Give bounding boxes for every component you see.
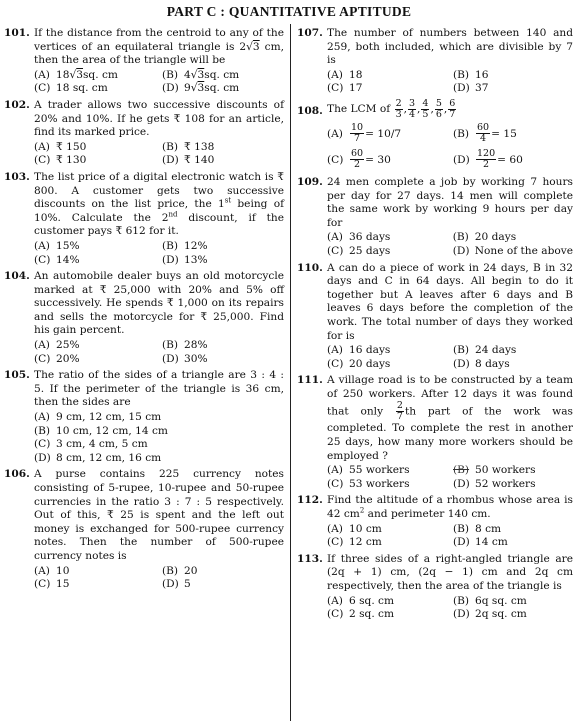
- option-d: (D) $\frac{120}{2}$ = 60: [453, 148, 523, 171]
- option-c: (C) 2 sq. cm: [327, 608, 395, 621]
- question-110: [297, 262, 573, 372]
- option-b: (B) 24 days: [453, 344, 517, 357]
- option-c: (C) $\frac{60}{2}$ = 30: [327, 148, 391, 171]
- question-number: 109.: [297, 175, 323, 188]
- question-stem: A village road is to be constructed by a team of 250 workers. After 12 days it was found that only $\frac{2}{7}$ th part of the work was completed. To complete the rest in another 25 days, how many more workers should be employed ?: [327, 374, 573, 462]
- question-stem: The ratio of the sides of a triangle are 3 : 4 : 5. If the perimeter of the triangle is 36 cm, then the sides are: [34, 369, 284, 409]
- option-d: (D) ₹ 140: [162, 154, 215, 167]
- option-a: (A) 6 sq. cm: [327, 594, 395, 607]
- option-a: (A) $\frac{10}{7}$ = 10/7: [327, 122, 402, 145]
- question-stem: A purse contains 225 currency notes consisting of 5-rupee, 10-rupee and 50-rupee currencies in the ratio 3 : 7 : 5 respectively. Out of this, ₹ 25 is spent and the left out money is exchanged for 500-rupee currency notes. Then the number of 500-rupee currency notes is: [34, 468, 284, 562]
- question-number: 106.: [4, 468, 30, 481]
- option-c: (C) ₹ 130: [34, 154, 87, 167]
- option-b: (B) 20: [162, 564, 198, 577]
- question-stem: The number of numbers between 140 and 259, both included, which are divisible by 7 is: [327, 27, 573, 67]
- option-b: (B) 20 days: [452, 231, 517, 244]
- question-stem: If three sides of a right-angled triangle are (2q + 1) cm, (2q − 1) cm and 2q cm respectively, then the area of the triangle is: [327, 552, 573, 592]
- option-d: (D) 9 √ 3 sq. cm: [162, 82, 240, 95]
- question-number: 111.: [297, 374, 323, 387]
- option-a: (A) 16 days: [327, 344, 391, 357]
- option-a: (A) 10: [34, 564, 70, 577]
- option-d: (D) 2q sq. cm: [453, 608, 527, 621]
- question-stem: 24 men complete a job by working 7 hours per day for 27 days. 14 men will complete the same work by working 9 hours per day for: [327, 175, 573, 229]
- option-c: (C) 14%: [34, 253, 80, 266]
- right-column: [297, 27, 573, 625]
- option-b: (B) $\frac{60}{4}$ = 15: [453, 122, 517, 145]
- option-b: (B) ₹ 138: [162, 140, 215, 153]
- question-113: [297, 553, 573, 622]
- question-101: [4, 27, 284, 96]
- question-stem: If the distance from the centroid to any of the vertices of an equilateral triangle is 2√3 cm, then the area of the triangle will be: [34, 27, 284, 67]
- question-number: 105.: [4, 369, 30, 382]
- question-number: 104.: [4, 270, 30, 283]
- question-stem: The list price of a digital electronic watch is ₹ 800. A customer gets two successive discounts on the list price, the 1st being of 10%. Calculate the 2nd discount, if the customer pays ₹ 612 for it.: [34, 170, 285, 238]
- question-108: [297, 99, 573, 173]
- option-c: (C) 3 cm, 4 cm, 5 cm: [34, 438, 148, 451]
- option-b: (B) 4 √ 3 sq. cm: [162, 68, 240, 81]
- question-number: 112.: [297, 494, 323, 507]
- question-112: [297, 494, 573, 549]
- question-102: [4, 99, 284, 168]
- option-c: (C) 53 workers: [327, 477, 410, 490]
- option-a: (A) ₹ 150: [34, 140, 87, 153]
- question-stem: An automobile dealer buys an old motorcycle marked at ₹ 25,000 with 20% and 5% off successively. He spends ₹ 1,000 on its repairs and sells the motorcycle for ₹ 25,000. Find his gain percent.: [34, 270, 284, 337]
- option-b: (B) 16: [453, 68, 489, 81]
- option-d: (D) 14 cm: [453, 536, 508, 549]
- option-d: (D) None of the above: [452, 244, 573, 257]
- option-a: (A) 10 cm: [327, 522, 382, 535]
- option-d: (D) 13%: [162, 253, 208, 266]
- question-number: 113.: [297, 552, 323, 565]
- option-d: (D) 52 workers: [453, 477, 536, 490]
- left-column: [4, 27, 284, 595]
- option-d: (D) 37: [453, 82, 489, 95]
- question-stem: A trader allows two successive discounts of 20% and 10%. If he gets ₹ 108 for an article, find its marked price.: [34, 98, 284, 139]
- question-106: [4, 468, 284, 591]
- question-number: 103.: [4, 170, 30, 183]
- question-number: 107.: [297, 27, 323, 39]
- question-number: 101.: [4, 27, 30, 39]
- option-b: (B) 8 cm: [453, 522, 502, 535]
- option-d: (D) 5: [162, 578, 191, 591]
- option-c: (C) 12 cm: [327, 536, 382, 549]
- page-title: PART C : QUANTITATIVE APTITUDE: [166, 4, 412, 19]
- option-c: (C) 25 days: [327, 244, 391, 257]
- option-d: (D) 8 days: [453, 357, 510, 370]
- question-stem: The LCM of $\frac{2}{3}$ , $\frac{3}{4}$ , $\frac{4}{5}$ , $\frac{5}{6}$ , $\frac{6}{7}$: [327, 97, 456, 120]
- option-c: (C) 20 days: [327, 357, 391, 370]
- option-b: (B) 50 workers: [453, 464, 536, 477]
- option-b: (B) 10 cm, 12 cm, 14 cm: [34, 424, 168, 437]
- option-c: (C) 18 sq. cm: [34, 82, 108, 95]
- option-b: (B) 12%: [162, 239, 208, 252]
- option-a: (A) 9 cm, 12 cm, 15 cm: [34, 411, 162, 424]
- option-b: (B) 6q sq. cm: [453, 594, 527, 607]
- question-number: 110.: [297, 261, 323, 274]
- option-c: (C) 20%: [34, 352, 80, 365]
- question-103: [4, 171, 284, 267]
- option-b: (B) 28%: [162, 339, 208, 352]
- question-105: [4, 369, 284, 465]
- question-111: [297, 374, 573, 491]
- option-a: (A) 15%: [34, 239, 80, 252]
- option-a: (A) 55 workers: [327, 464, 410, 477]
- question-stem: Find the altitude of a rhombus whose area is 42 $cm^2$ and perimeter 140 cm.: [327, 494, 573, 521]
- option-a: (A) 36 days: [327, 231, 391, 244]
- option-a: (A) 18: [327, 68, 363, 81]
- option-d: (D) 30%: [162, 352, 208, 365]
- option-a: (A) 25%: [34, 339, 80, 352]
- column-divider: [290, 24, 291, 721]
- option-c: (C) 17: [327, 82, 363, 95]
- question-104: [4, 270, 284, 366]
- question-number: 108.: [297, 104, 323, 117]
- question-107: [297, 27, 573, 96]
- option-d: (D) 8 cm, 12 cm, 16 cm: [34, 451, 162, 464]
- question-number: 102.: [4, 98, 30, 111]
- question-109: [297, 176, 573, 259]
- option-c: (C) 15: [34, 578, 70, 591]
- option-a: (A) 18 √ 3 sq. cm: [34, 68, 118, 81]
- question-stem: A can do a piece of work in 24 days, B in 32 days and C in 64 days. All begin to do it together but A leaves after 6 days and B leaves 6 days before the completion of the work. The total number of days they worked for is: [327, 261, 573, 342]
